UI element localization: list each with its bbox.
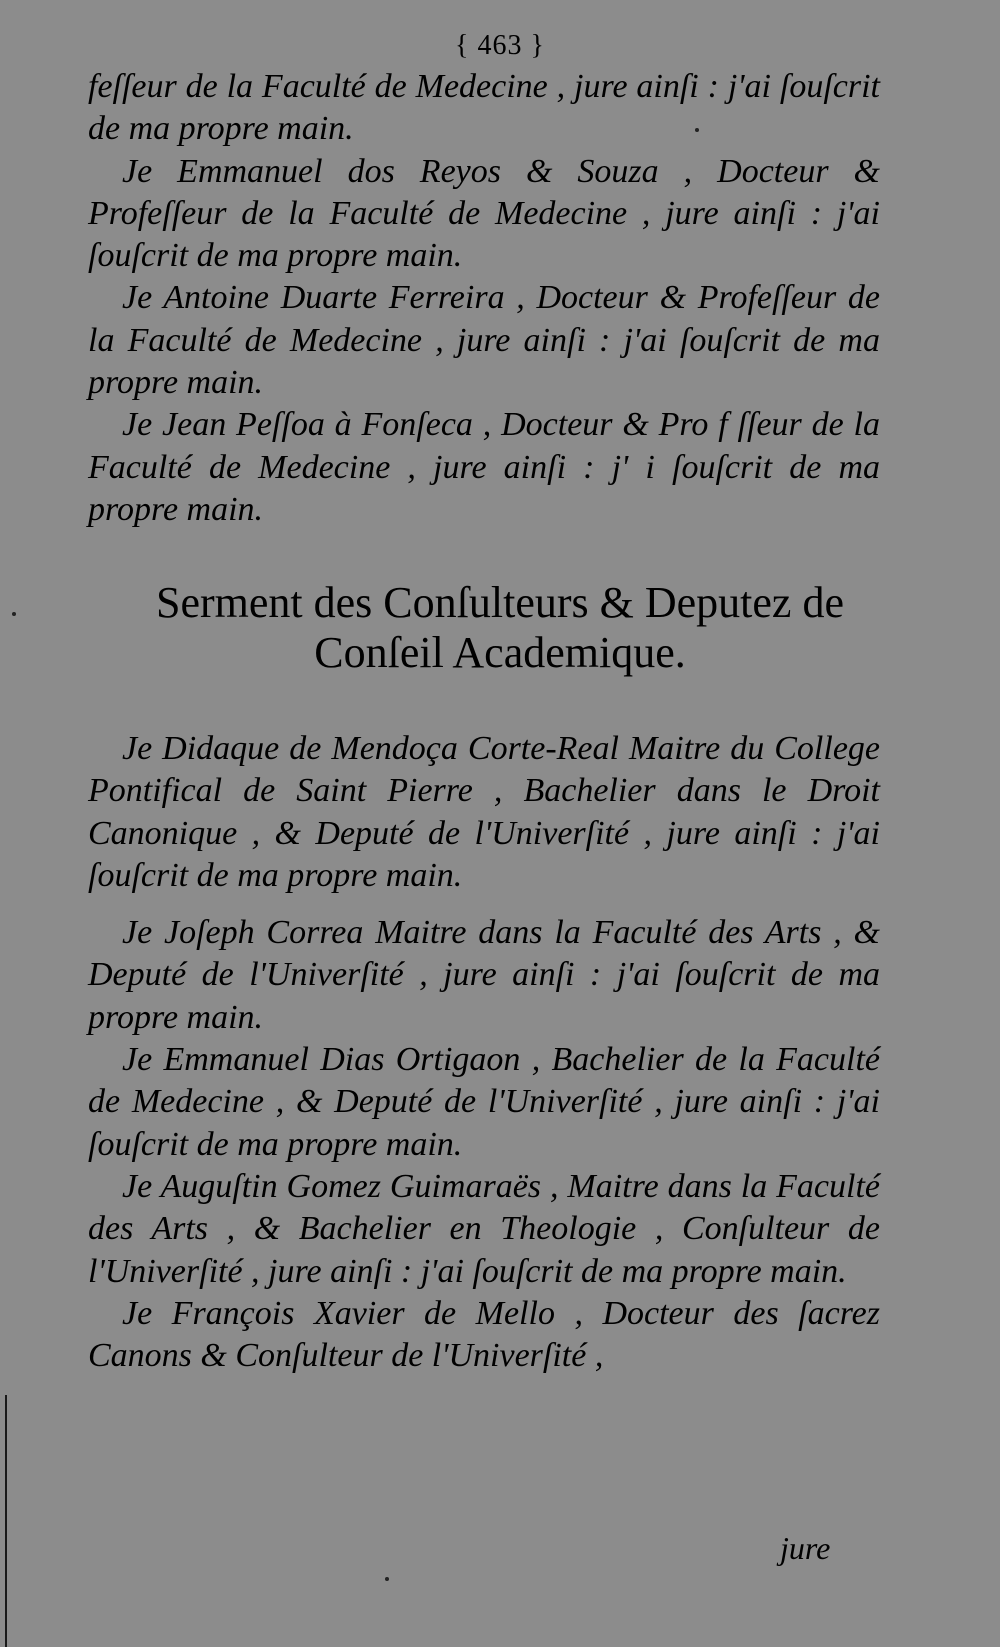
ink-speck [385, 1577, 389, 1581]
oath-paragraph: Je Joſeph Correa Maitre dans la Faculté des Arts , & Deputé de l'Univerſité , jure ainſi : j'ai ſouſcrit de ma propre main. [88, 914, 880, 1036]
section-heading-line: Conſeil Academique. [314, 628, 686, 677]
section-heading-line: Serment des Conſulteurs & Deputez de [156, 578, 844, 627]
oath-paragraph: Je Auguſtin Gomez Guimaraës , Maitre dans la Faculté des Arts , & Bachelier en Theologie , Conſulteur de l'Univerſité , jure ainſi : j'ai ſouſcrit de ma propre main. [88, 1167, 880, 1290]
oath-paragraph: Je François Xavier de Mello , Docteur des ſacrez Canons & Conſulteur de l'Univerſité , [88, 1294, 880, 1375]
oath-paragraph: feſſeur de la Faculté de Medecine , jure ainſi : j'ai ſouſcrit de ma propre main. [88, 68, 880, 148]
oath-paragraph: Je Antoine Duarte Ferreira , Docteur & Profeſſeur de la Faculté de Medecine , jure ainſi : j'ai ſouſcrit de ma propre main. [88, 279, 880, 402]
oath-paragraph: Je Jean Peſſoa à Fonſeca , Docteur & Pro f ſſeur de la Faculté de Medecine , jure ainſi : j' i ſouſcrit de ma propre main. [88, 406, 880, 528]
ink-speck [12, 612, 16, 616]
oath-paragraph: Je Emmanuel dos Reyos & Souza , Docteur & Profeſſeur de la Faculté de Medecine , jure ainſi : j'ai ſouſcrit de ma propre main. [88, 152, 880, 275]
oath-paragraph: Je Emmanuel Dias Ortigaon , Bachelier de la Faculté de Medecine , & Deputé de l'Univerſité , jure ainſi : j'ai ſouſcrit de ma propre main. [88, 1041, 880, 1163]
section-heading [60, 578, 940, 678]
catchword: jure [780, 1530, 831, 1566]
page-number: { 463 } [455, 30, 545, 61]
oath-paragraph: Je Didaque de Mendoça Corte-Real Maitre du College Pontifical de Saint Pierre , Bachelier dans le Droit Canonique , & Deputé de l'Univerſité , jure ainſi : j'ai ſouſcrit de ma propre main. [88, 730, 880, 894]
oath-list-top [88, 66, 880, 531]
oath-list-bottom [88, 728, 880, 1377]
binding-edge-line [5, 1395, 7, 1647]
ink-speck [695, 128, 699, 132]
